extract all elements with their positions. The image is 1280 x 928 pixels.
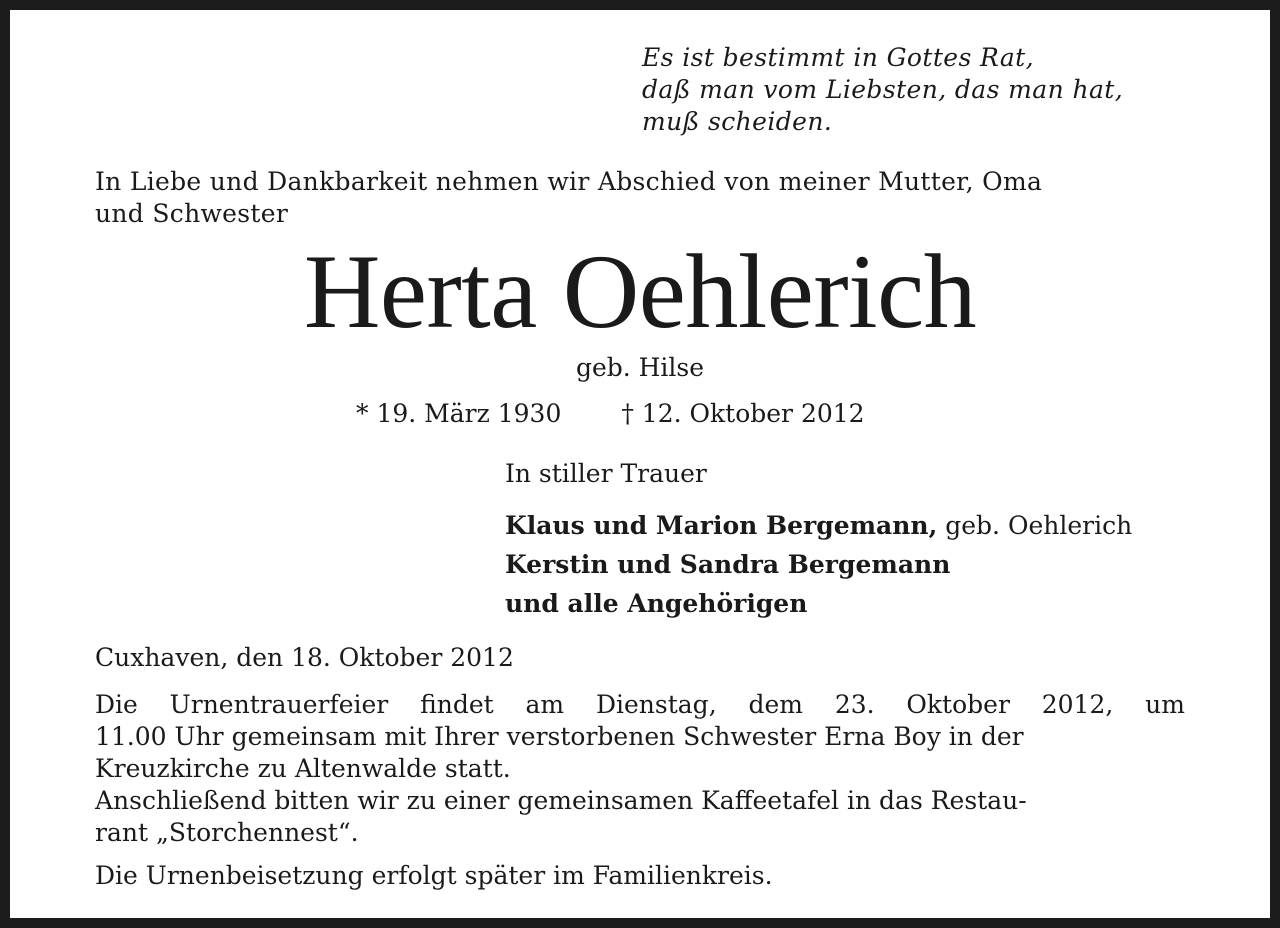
mourner-line (505, 545, 1132, 584)
mourner-line (505, 506, 1132, 545)
service-line: rant „Storchennest“. (95, 818, 359, 847)
service-word: Urnentrauerfeier (169, 690, 389, 719)
poem-line: Es ist bestimmt in Gottes Rat, (642, 43, 1034, 72)
life-dates (356, 398, 865, 430)
service-word: 2012, (1041, 690, 1114, 719)
birth-date: * 19. März 1930 (356, 399, 562, 428)
mourner-names: Kerstin und Sandra Bergemann (505, 550, 951, 579)
mourner-line (505, 584, 1132, 623)
service-word: 23. (834, 690, 875, 719)
service-line: Kreuzkirche zu Altenwalde statt. (95, 754, 511, 783)
service-info (95, 689, 1185, 849)
mourning-heading: In stiller Trauer (505, 459, 707, 488)
burial-info: Die Urnenbeisetzung erfolgt später im Familienkreis. (95, 861, 773, 890)
mourner-note: geb. Oehlerich (937, 511, 1133, 540)
service-word: Die (95, 690, 138, 719)
intro-line: und Schwester (95, 199, 289, 228)
service-line (95, 689, 1185, 721)
mourners-list (505, 506, 1132, 623)
service-word: um (1145, 690, 1185, 719)
mourner-names: Klaus und Marion Bergemann, (505, 511, 938, 540)
deceased-name: Herta Oehlerich (303, 233, 977, 350)
intro-text (95, 166, 1185, 230)
service-word: am (525, 690, 565, 719)
service-word: Dienstag, (595, 690, 717, 719)
place-date: Cuxhaven, den 18. Oktober 2012 (95, 643, 514, 672)
poem (642, 42, 1123, 138)
service-word: Oktober (906, 690, 1010, 719)
maiden-name: geb. Hilse (575, 353, 705, 382)
intro-line: In Liebe und Dankbarkeit nehmen wir Abschied von meiner Mutter, Oma (95, 167, 1043, 196)
poem-line: daß man vom Liebsten, das man hat, (642, 75, 1124, 104)
service-word: findet (420, 690, 494, 719)
service-word: dem (748, 690, 803, 719)
mourner-names: und alle Angehörigen (505, 589, 808, 618)
death-date: † 12. Oktober 2012 (621, 399, 865, 428)
service-line: Anschließend bitten wir zu einer gemeinsamen Kaffeetafel in das Restau- (95, 786, 1027, 815)
service-line: 11.00 Uhr gemeinsam mit Ihrer verstorbenen Schwester Erna Boy in der (95, 722, 1024, 751)
poem-line: muß scheiden. (642, 107, 833, 136)
